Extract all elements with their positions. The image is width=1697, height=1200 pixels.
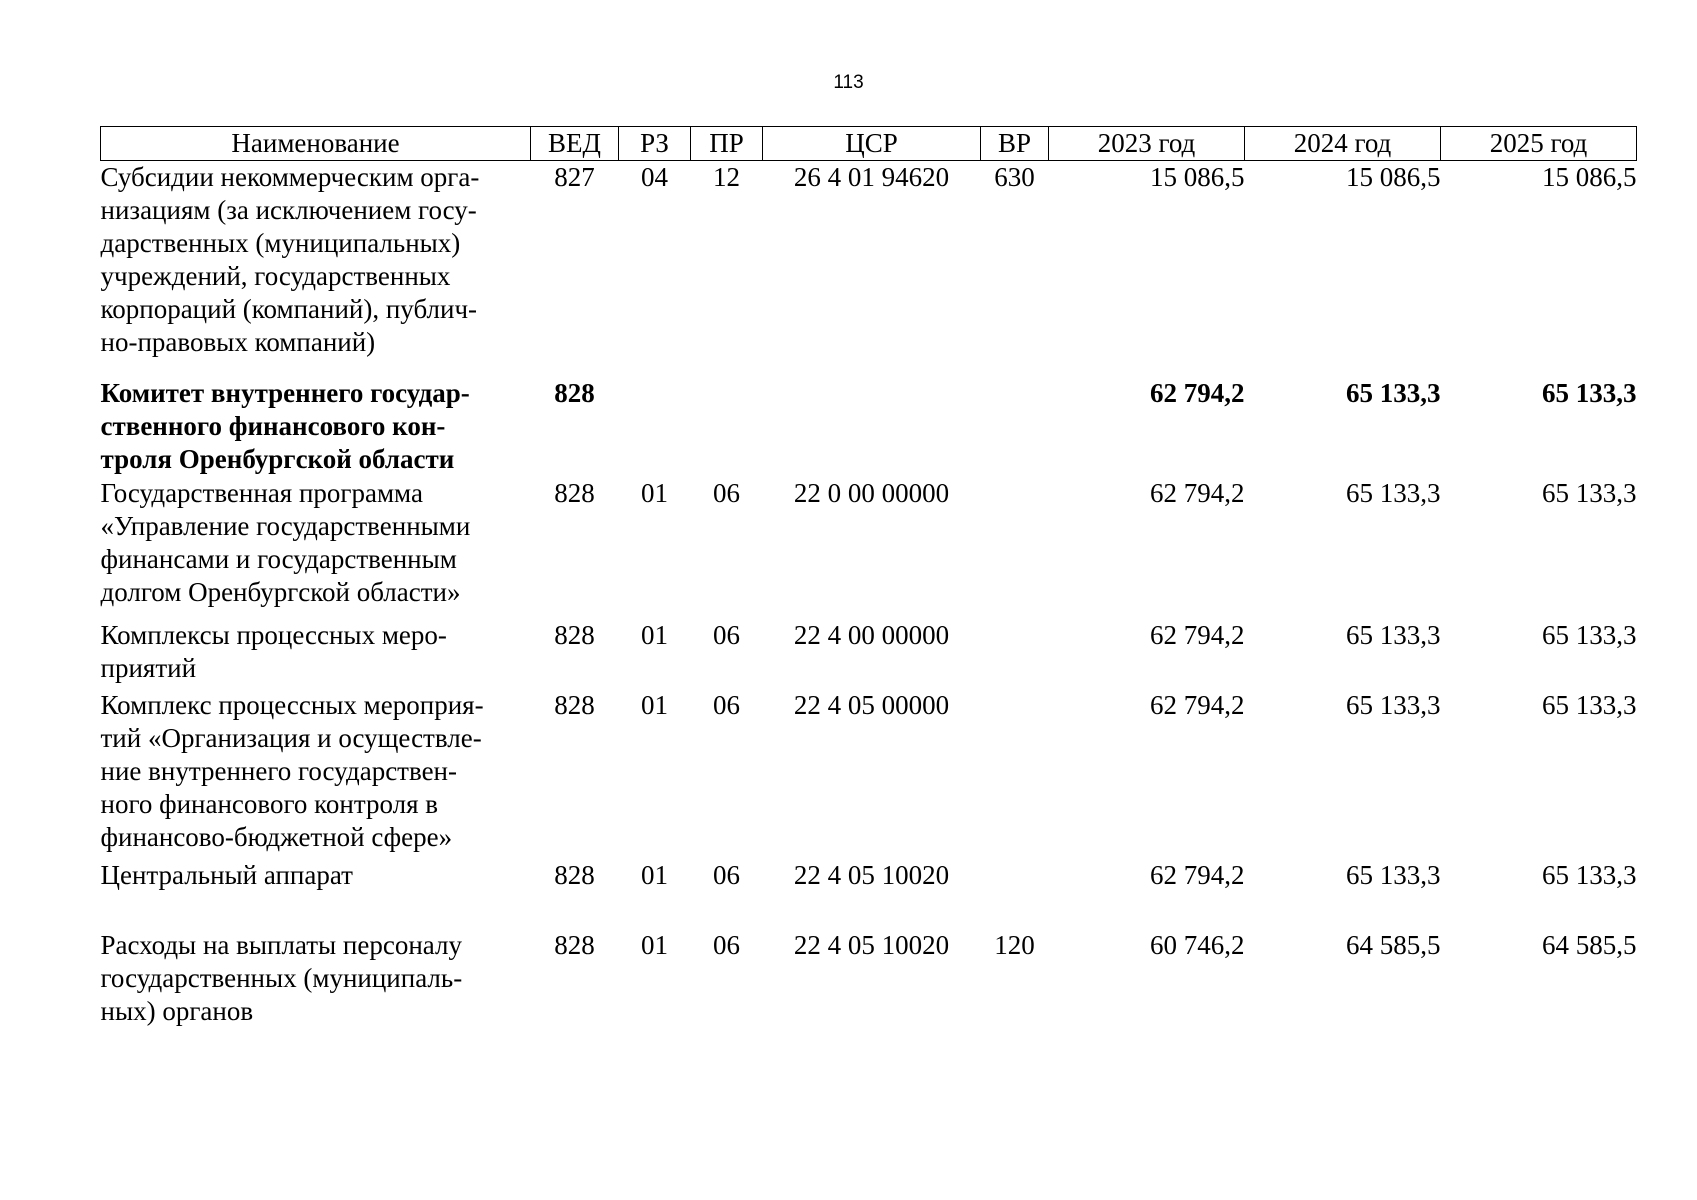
cell-vr: 120 [994, 929, 1035, 960]
name-line: Государственная программа [100, 477, 423, 508]
cell-2023: 62 794,2 [1150, 377, 1245, 408]
name-line: Комплекс процессных мероприя- [100, 689, 484, 720]
table-row [101, 929, 1637, 1039]
cell-ved: 828 [554, 477, 595, 508]
cell-pr: 06 [713, 689, 740, 720]
cell-vr: 630 [994, 162, 1035, 192]
table-row [101, 619, 1637, 689]
name-line: Центральный аппарат [100, 859, 353, 890]
table-row [101, 859, 1637, 929]
table-header [101, 127, 1637, 161]
cell-2024: 65 133,3 [1346, 859, 1441, 890]
cell-ved: 828 [554, 377, 595, 408]
cell-vr [981, 377, 1049, 477]
cell-2025: 64 585,5 [1542, 929, 1637, 960]
name-line: Комитет внутреннего государ- [100, 377, 470, 408]
cell-vr [981, 689, 1049, 859]
name-line: Комплексы процессных меро- [100, 619, 447, 650]
name-line: низациям (за исключением госу- [100, 195, 477, 225]
name-line: Субсидии некоммерческим орга- [100, 162, 480, 192]
name-line: учреждений, государственных [100, 261, 451, 291]
cell-csr: 22 4 05 10020 [793, 859, 950, 890]
cell-rz [619, 377, 691, 477]
name-line: государственных (муниципаль- [100, 962, 463, 993]
cell-name [101, 689, 531, 859]
cell-rz: 01 [641, 859, 668, 890]
cell-pr: 06 [713, 477, 740, 508]
cell-pr: 12 [713, 162, 740, 192]
cell-2023: 15 086,5 [1150, 162, 1245, 192]
table-row [101, 377, 1637, 477]
cell-2024: 65 133,3 [1346, 377, 1441, 408]
header-name: Наименование [101, 127, 531, 161]
name-line: «Управление государственными [100, 510, 471, 541]
cell-csr: 22 0 00 00000 [793, 477, 950, 508]
cell-2025: 15 086,5 [1542, 162, 1637, 192]
page-number: 113 [833, 72, 864, 93]
cell-vr [981, 477, 1049, 619]
header-2025: 2025 год [1441, 127, 1637, 161]
cell-vr [981, 859, 1049, 929]
name-line: ние внутреннего государствен- [100, 755, 457, 786]
name-line: ного финансового контроля в [100, 788, 438, 819]
cell-pr: 06 [713, 619, 740, 650]
cell-name [101, 859, 531, 929]
header-vr: ВР [981, 127, 1049, 161]
cell-2024: 15 086,5 [1346, 162, 1441, 192]
cell-name [101, 619, 531, 689]
header-csr: ЦСР [763, 127, 981, 161]
cell-2025: 65 133,3 [1542, 619, 1637, 650]
table-row [101, 477, 1637, 619]
cell-pr: 06 [713, 859, 740, 890]
cell-ved: 828 [554, 689, 595, 720]
name-line: финансово-бюджетной сфере» [100, 821, 453, 852]
name-line: долгом Оренбургской области» [100, 576, 461, 607]
cell-2023: 60 746,2 [1150, 929, 1245, 960]
cell-2025: 65 133,3 [1542, 689, 1637, 720]
cell-rz: 01 [641, 929, 668, 960]
header-rz: РЗ [619, 127, 691, 161]
cell-pr: 06 [713, 929, 740, 960]
cell-csr: 22 4 00 00000 [793, 619, 950, 650]
cell-2024: 64 585,5 [1346, 929, 1441, 960]
cell-rz: 01 [641, 619, 668, 650]
table-row [101, 161, 1637, 377]
header-pr: ПР [691, 127, 763, 161]
cell-2023: 62 794,2 [1150, 859, 1245, 890]
cell-2023: 62 794,2 [1150, 477, 1245, 508]
cell-name [101, 161, 531, 377]
cell-name [101, 377, 531, 477]
cell-rz: 01 [641, 689, 668, 720]
budget-table [100, 126, 1637, 1039]
header-row [101, 127, 1637, 161]
cell-2025: 65 133,3 [1542, 859, 1637, 890]
cell-ved: 828 [554, 619, 595, 650]
name-line: корпораций (компаний), публич- [100, 294, 478, 324]
cell-2023: 62 794,2 [1150, 619, 1245, 650]
cell-rz: 04 [641, 162, 668, 192]
cell-2025: 65 133,3 [1542, 477, 1637, 508]
name-line: ных) органов [100, 995, 254, 1026]
name-line: приятий [100, 652, 197, 683]
cell-name [101, 477, 531, 619]
cell-vr [981, 619, 1049, 689]
header-2023: 2023 год [1049, 127, 1245, 161]
cell-ved: 827 [554, 162, 595, 192]
name-line: финансами и государственным [100, 543, 457, 574]
name-line: но-правовых компаний) [100, 327, 376, 357]
cell-2024: 65 133,3 [1346, 689, 1441, 720]
cell-csr: 26 4 01 94620 [793, 162, 950, 192]
table-body [101, 161, 1637, 1039]
name-line: троля Оренбургской области [100, 443, 455, 474]
cell-csr: 22 4 05 00000 [793, 689, 950, 720]
cell-2024: 65 133,3 [1346, 477, 1441, 508]
cell-2025: 65 133,3 [1542, 377, 1637, 408]
name-line: Расходы на выплаты персоналу [100, 929, 462, 960]
cell-2023: 62 794,2 [1150, 689, 1245, 720]
cell-rz: 01 [641, 477, 668, 508]
cell-name [101, 929, 531, 1039]
cell-csr [763, 377, 981, 477]
name-line: тий «Организация и осуществле- [100, 722, 482, 753]
table-row [101, 689, 1637, 859]
name-line: дарственных (муниципальных) [100, 228, 461, 258]
cell-ved: 828 [554, 929, 595, 960]
cell-2024: 65 133,3 [1346, 619, 1441, 650]
cell-csr: 22 4 05 10020 [793, 929, 950, 960]
header-2024: 2024 год [1245, 127, 1441, 161]
cell-pr [691, 377, 763, 477]
name-line: ственного финансового кон- [100, 410, 446, 441]
cell-ved: 828 [554, 859, 595, 890]
header-ved: ВЕД [531, 127, 619, 161]
